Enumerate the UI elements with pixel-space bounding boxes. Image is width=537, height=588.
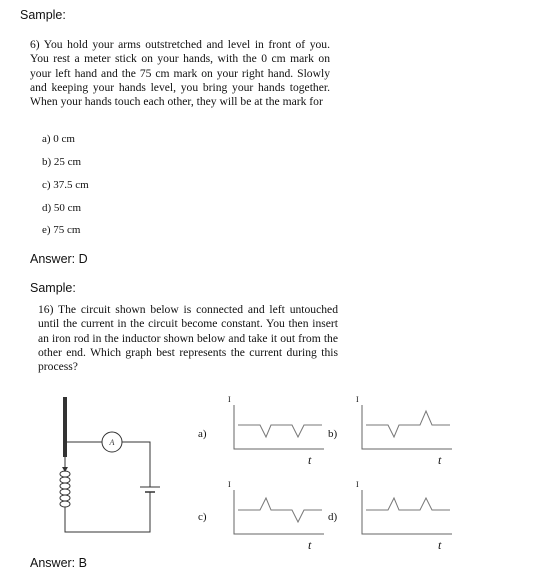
graph-a-x-axis-label: t	[308, 453, 312, 467]
question-6-text: 6) You hold your arms outstretched and level in front of you. You rest a meter stick on your hands, with the 0 cm mark on your left hand and the 75 cm mark on your right hand. Slowly and keeping your hands level, you bring your hands together. When your hands touch each other, they will be at the mark for	[30, 38, 330, 109]
graph-d-x-axis-label: t	[438, 538, 442, 552]
graph-c-label: c)	[198, 511, 207, 523]
graph-d-svg	[352, 480, 462, 540]
graph-c	[224, 480, 334, 555]
question-16-text: 16) The circuit shown below is connected and left untouched until the current in the circuit become constant. You then insert an iron rod in the inductor shown below and take it out from the other end. Which graph best represents the current during this process?	[38, 303, 338, 374]
graph-a-svg	[224, 395, 334, 455]
graph-a-axes	[234, 405, 324, 449]
option-e: e) 75 cm	[42, 224, 81, 236]
ammeter-symbol: A	[109, 438, 115, 447]
graph-d	[352, 480, 462, 555]
graph-c-axes	[234, 490, 324, 534]
answer-1: Answer: D	[30, 252, 88, 266]
option-c: c) 37.5 cm	[42, 179, 89, 191]
graph-d-label: d)	[328, 511, 338, 523]
option-d: d) 50 cm	[42, 202, 82, 214]
answer-2: Answer: B	[30, 556, 87, 570]
graph-c-curve	[238, 498, 322, 522]
graph-b-x-axis-label: t	[438, 453, 442, 467]
sample-2-label: Sample:	[30, 281, 76, 295]
graph-b	[352, 395, 462, 470]
graph-c-y-axis-label: I	[228, 480, 231, 489]
inductor-coil	[60, 471, 70, 507]
graph-c-svg	[224, 480, 334, 540]
circuit-diagram	[40, 392, 170, 552]
graph-b-svg	[352, 395, 462, 455]
wire-top-left	[65, 442, 102, 470]
graph-b-label: b)	[328, 428, 338, 440]
option-a: a) 0 cm	[42, 133, 75, 145]
option-b: b) 25 cm	[42, 156, 82, 168]
graph-c-x-axis-label: t	[308, 538, 312, 552]
circuit-svg	[40, 392, 170, 552]
graph-b-axes	[362, 405, 452, 449]
sample-1-label: Sample:	[20, 8, 66, 22]
graph-b-y-axis-label: I	[356, 395, 359, 404]
graph-a-label: a)	[198, 428, 207, 440]
graph-d-axes	[362, 490, 452, 534]
graph-d-curve	[366, 498, 450, 510]
wire-bottom	[65, 492, 150, 532]
graph-a-curve	[238, 425, 322, 437]
graph-a	[224, 395, 334, 470]
graph-a-y-axis-label: I	[228, 395, 231, 404]
graph-b-curve	[366, 411, 450, 437]
wire-top-right	[122, 442, 150, 487]
graph-d-y-axis-label: I	[356, 480, 359, 489]
